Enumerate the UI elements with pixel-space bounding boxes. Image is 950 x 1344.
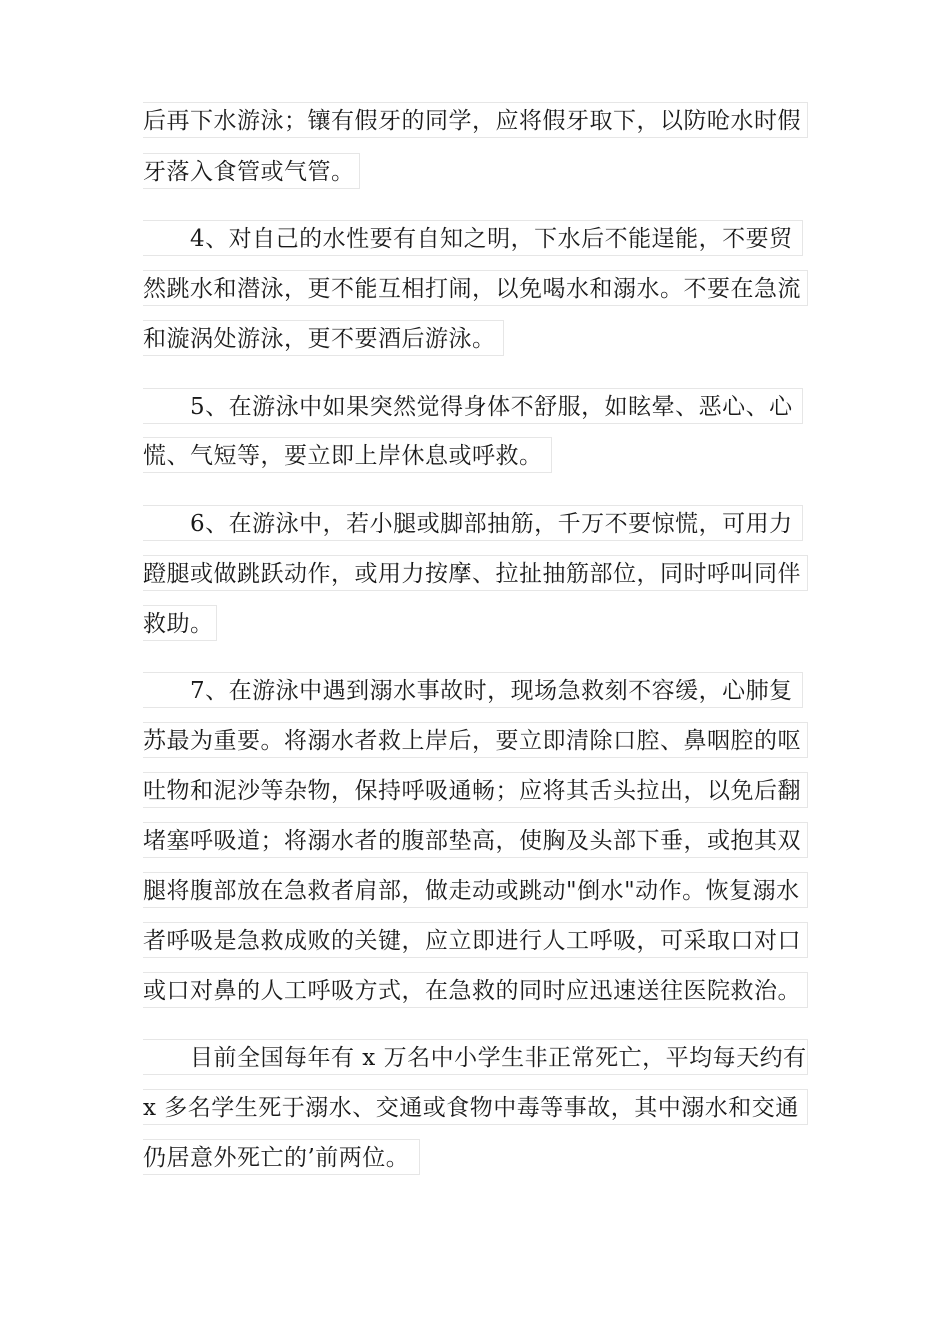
paragraph-line: 吐物和泥沙等杂物，保持呼吸通畅；应将其舌头拉出，以免后翻 — [143, 772, 808, 808]
paragraph-line: 后再下水游泳；镶有假牙的同学，应将假牙取下，以防呛水时假 — [143, 102, 808, 138]
paragraph-line: 牙落入食管或气管。 — [143, 153, 360, 189]
paragraph-line: 6、在游泳中，若小腿或脚部抽筋，千万不要惊慌，可用力 — [143, 505, 803, 541]
paragraph-line: 仍居意外死亡的’前两位。 — [143, 1139, 420, 1175]
paragraph-line: 蹬腿或做跳跃动作，或用力按摩、拉扯抽筋部位，同时呼叫同伴 — [143, 555, 808, 591]
paragraph-line: 救助。 — [143, 605, 217, 641]
paragraph-line: 或口对鼻的人工呼吸方式，在急救的同时应迅速送往医院救治。 — [143, 972, 808, 1008]
paragraph-line: x 多名学生死于溺水、交通或食物中毒等事故，其中溺水和交通 — [143, 1089, 808, 1125]
paragraph-line: 堵塞呼吸道；将溺水者的腹部垫高，使胸及头部下垂，或抱其双 — [143, 822, 808, 858]
paragraph-line: 5、在游泳中如果突然觉得身体不舒服，如眩晕、恶心、心 — [143, 388, 803, 424]
paragraph-line: 7、在游泳中遇到溺水事故时，现场急救刻不容缓，心肺复 — [143, 672, 803, 708]
paragraph-line: 和漩涡处游泳，更不要酒后游泳。 — [143, 320, 504, 356]
paragraph-line: 苏最为重要。将溺水者救上岸后，要立即清除口腔、鼻咽腔的呕 — [143, 722, 808, 758]
paragraph-line: 慌、气短等，要立即上岸休息或呼救。 — [143, 437, 552, 473]
paragraph-line: 然跳水和潜泳，更不能互相打闹，以免喝水和溺水。不要在急流 — [143, 270, 808, 306]
paragraph-line: 腿将腹部放在急救者肩部，做走动或跳动"倒水"动作。恢复溺水 — [143, 872, 808, 908]
paragraph-line: 4、对自己的水性要有自知之明，下水后不能逞能，不要贸 — [143, 220, 803, 256]
paragraph-line: 者呼吸是急救成败的关键，应立即进行人工呼吸，可采取口对口 — [143, 922, 808, 958]
paragraph-line: 目前全国每年有 x 万名中小学生非正常死亡，平均每天约有 — [143, 1039, 808, 1075]
